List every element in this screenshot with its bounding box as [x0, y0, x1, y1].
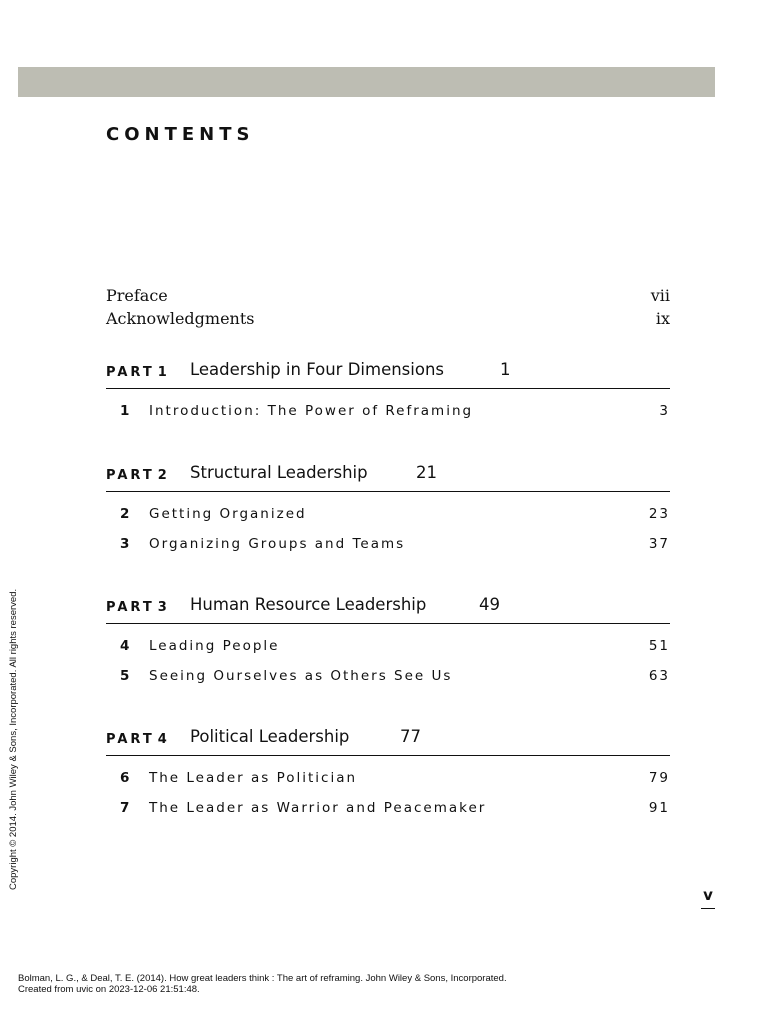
chapter-2-row[interactable]: [106, 506, 670, 528]
chapter-page: 51: [648, 638, 670, 654]
part-label: PART 2: [106, 468, 167, 483]
chapter-1-row[interactable]: [106, 403, 670, 425]
chapter-number: 6: [120, 770, 130, 786]
chapter-7-row[interactable]: [106, 800, 670, 822]
part-page: 77: [400, 727, 421, 746]
front-matter-label: Acknowledgments: [106, 309, 255, 328]
footer-created-text: Created from uvic on 2023-12-06 21:51:48.: [18, 984, 200, 995]
part-page: 49: [479, 595, 500, 614]
front-matter-acknowledgments[interactable]: [106, 309, 670, 331]
chapter-page: 91: [648, 800, 670, 816]
part-title: Leadership in Four Dimensions: [190, 360, 445, 379]
chapter-title: Leading People: [149, 638, 280, 654]
part-title: Human Resource Leadership: [190, 595, 427, 614]
chapter-title: Organizing Groups and Teams: [149, 536, 406, 552]
part-title: Structural Leadership: [190, 463, 368, 482]
chapter-title: Introduction: The Power of Reframing: [149, 403, 474, 419]
header-band: [18, 67, 715, 97]
chapter-4-row[interactable]: [106, 638, 670, 660]
chapter-title: The Leader as Politician: [149, 770, 358, 786]
chapter-page: 63: [648, 668, 670, 684]
chapter-page: 3: [659, 403, 670, 419]
page-number: v: [701, 886, 715, 909]
chapter-number: 2: [120, 506, 130, 522]
part-1-heading[interactable]: [106, 358, 670, 389]
chapter-number: 4: [120, 638, 130, 654]
chapter-title: Getting Organized: [149, 506, 307, 522]
chapter-title: Seeing Ourselves as Others See Us: [149, 668, 453, 684]
chapter-3-row[interactable]: [106, 536, 670, 558]
front-matter-preface[interactable]: [106, 286, 670, 308]
footer-citation-text: Bolman, L. G., & Deal, T. E. (2014). How great leaders think : The art of reframing. John Wiley & Sons, Incorporated.: [18, 973, 507, 984]
chapter-page: 37: [648, 536, 670, 552]
front-matter-page: vii: [650, 286, 670, 305]
front-matter-label: Preface: [106, 286, 168, 305]
front-matter-page: ix: [655, 309, 670, 328]
chapter-number: 5: [120, 668, 130, 684]
part-title: Political Leadership: [190, 727, 350, 746]
chapter-6-row[interactable]: [106, 770, 670, 792]
chapter-page: 23: [648, 506, 670, 522]
part-page: 21: [416, 463, 437, 482]
part-label: PART 4: [106, 732, 167, 747]
contents-heading: CONTENTS: [106, 124, 255, 145]
chapter-number: 7: [120, 800, 130, 816]
chapter-page: 79: [648, 770, 670, 786]
part-4-heading[interactable]: [106, 725, 670, 756]
footer-citation: [18, 973, 718, 995]
chapter-number: 3: [120, 536, 130, 552]
part-2-heading[interactable]: [106, 461, 670, 492]
chapter-title: The Leader as Warrior and Peacemaker: [149, 800, 487, 816]
part-3-heading[interactable]: [106, 593, 670, 624]
part-label: PART 3: [106, 600, 167, 615]
part-label: PART 1: [106, 365, 167, 380]
chapter-number: 1: [120, 403, 130, 419]
part-page: 1: [500, 360, 511, 379]
side-copyright-notice: Copyright © 2014. John Wiley & Sons, Incorporated. All rights reserved.: [8, 588, 19, 890]
chapter-5-row[interactable]: [106, 668, 670, 690]
